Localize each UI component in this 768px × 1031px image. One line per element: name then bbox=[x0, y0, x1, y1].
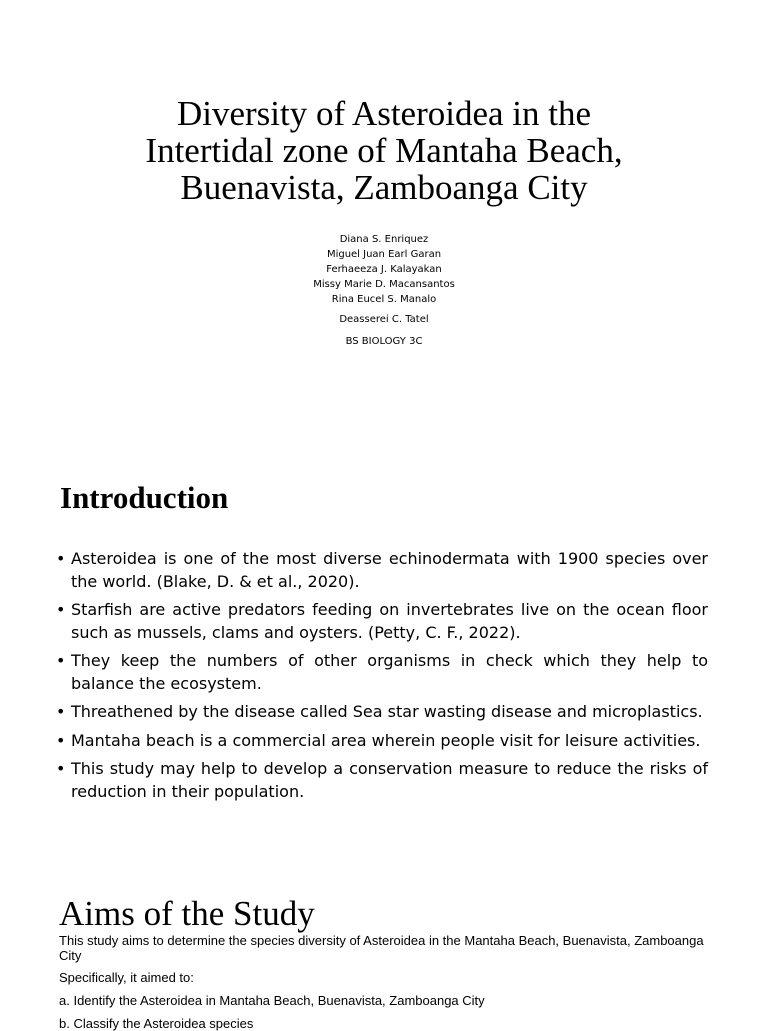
bullet-icon: • bbox=[56, 730, 66, 750]
list-item bbox=[56, 730, 708, 753]
list-item bbox=[56, 758, 708, 803]
bullet-text: Mantaha beach is a commercial area wherein people visit for leisure activities. bbox=[71, 730, 701, 750]
bullet-text: This study may help to develop a conservation measure to reduce the risks of reduction in their population. bbox=[71, 759, 708, 801]
course-label: BS BIOLOGY 3C bbox=[345, 336, 423, 347]
bullet-icon: • bbox=[56, 651, 66, 670]
list-item bbox=[56, 701, 708, 724]
author-name: Missy Marie D. Macansantos bbox=[313, 279, 455, 290]
title-slide bbox=[0, 0, 768, 440]
list-item bbox=[56, 599, 708, 644]
bullet-icon: • bbox=[56, 759, 66, 778]
bullet-icon: • bbox=[56, 702, 66, 721]
aims-intro-text: This study aims to determine the species diversity of Asteroidea in the Mantaha Beach, Buenavista, Zamboanga City bbox=[59, 933, 704, 963]
bullet-text: Starfish are active predators feeding on invertebrates live on the ocean floor such as mussels, clams and oysters. (Petty, C. F., 2022). bbox=[71, 600, 708, 642]
aim-item: b. Classify the Asteroidea species bbox=[59, 1016, 254, 1031]
aims-specifically-text: Specifically, it aimed to: bbox=[59, 970, 194, 985]
bullet-text: They keep the numbers of other organisms in check which they help to balance the ecosystem. bbox=[71, 651, 708, 693]
author-name: Miguel Juan Earl Garan bbox=[326, 249, 442, 260]
adviser-name: Deasserei C. Tatel bbox=[339, 314, 429, 325]
title-line: Buenavista, Zamboanga City bbox=[180, 168, 588, 207]
title-line: Diversity of Asteroidea in the bbox=[176, 94, 592, 133]
bullet-text: Threathened by the disease called Sea star wasting disease and microplastics. bbox=[71, 702, 703, 721]
bullet-text: Asteroidea is one of the most diverse echinodermata with 1900 species over the world. (Blake, D. & et al., 2020). bbox=[71, 549, 708, 591]
introduction-heading: Introduction bbox=[60, 480, 229, 515]
author-name: Diana S. Enriquez bbox=[339, 234, 429, 245]
introduction-bullet-list bbox=[56, 548, 708, 809]
list-item bbox=[56, 650, 708, 695]
presentation-title bbox=[0, 95, 768, 206]
title-line: Intertidal zone of Mantaha Beach, bbox=[145, 131, 623, 170]
author-list bbox=[0, 232, 768, 307]
author-name: Ferhaeeza J. Kalayakan bbox=[326, 264, 442, 275]
author-name: Rina Eucel S. Manalo bbox=[331, 294, 437, 305]
bullet-icon: • bbox=[56, 600, 66, 619]
list-item bbox=[56, 548, 708, 593]
aim-item: a. Identify the Asteroidea in Mantaha Beach, Buenavista, Zamboanga City bbox=[59, 993, 485, 1008]
bullet-icon: • bbox=[56, 549, 66, 568]
aims-heading: Aims of the Study bbox=[59, 894, 315, 933]
